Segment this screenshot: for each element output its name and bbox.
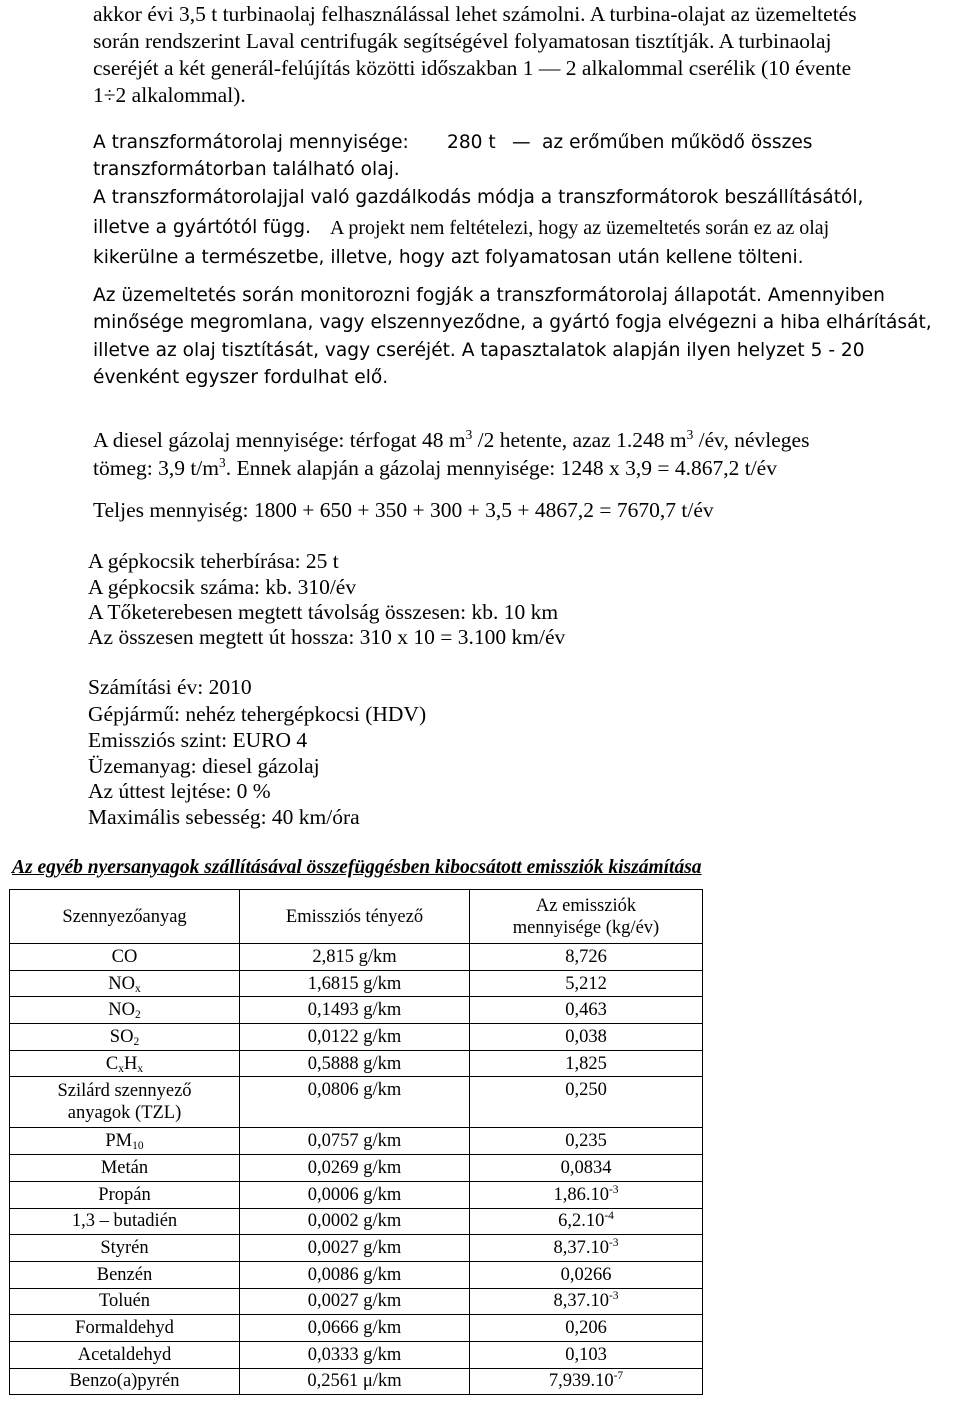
superscript: 3 — [465, 426, 473, 442]
table-row — [10, 1341, 703, 1368]
table-row — [10, 970, 703, 997]
pollutant-cell: Benzo(a)pyrén — [10, 1368, 240, 1395]
factor-cell: 0,0333 g/km — [240, 1341, 470, 1368]
paragraph-line: során rendszerint Laval centrifugák segítségével folyamatosan tisztítják. A turbinaolaj — [93, 29, 832, 53]
total-quantity-line: Teljes mennyiség: 1800 + 650 + 350 + 300 + 3,5 + 4867,2 = 7670,7 t/év — [93, 498, 714, 522]
table-row — [10, 1181, 703, 1208]
text-span: /év, névleges — [693, 428, 810, 452]
amount-cell: 0,0834 — [470, 1155, 703, 1182]
exponent: -3 — [608, 1290, 619, 1303]
pollutant-cell: Propán — [10, 1181, 240, 1208]
parameter-line: Gépjármű: nehéz tehergépkocsi (HDV) — [88, 702, 427, 726]
pollutant-cell: 1,3 – butadién — [10, 1208, 240, 1235]
amount-cell: 0,0266 — [470, 1261, 703, 1288]
paragraph-line: transzformátorban található olaj. — [93, 159, 400, 180]
diesel-line — [93, 428, 809, 452]
factor-cell: 0,0122 g/km — [240, 1024, 470, 1051]
truck-info-line: A Tőketerebesen megtett távolság összesen: kb. 10 km — [88, 600, 559, 624]
paragraph-line: cseréjét a két generál-felújítás közötti időszakban 1 — 2 alkalommal cserélik (10 évente — [93, 56, 852, 80]
factor-cell: 0,1493 g/km — [240, 997, 470, 1024]
table-title: Az egyéb nyersanyagok szállításával összefüggésben kibocsátott emissziók kiszámítása — [12, 857, 702, 878]
paragraph-line: 1÷2 alkalommal). — [93, 83, 246, 107]
cell-line: Szilárd szennyező — [57, 1081, 192, 1102]
amount-cell: 0,206 — [470, 1315, 703, 1342]
pollutant-cell: Benzén — [10, 1261, 240, 1288]
factor-cell: 0,5888 g/km — [240, 1050, 470, 1077]
formula-text: SO — [109, 1026, 134, 1047]
amount-cell — [470, 1288, 703, 1315]
table-row — [10, 1368, 703, 1395]
superscript: 3 — [219, 454, 226, 470]
pollutant-cell — [10, 970, 240, 997]
table-row — [10, 997, 703, 1024]
formula-text: NO — [108, 973, 135, 994]
truck-info-line: A gépkocsik száma: kb. 310/év — [88, 575, 357, 599]
amount-cell: 1,825 — [470, 1050, 703, 1077]
pollutant-cell: Acetaldehyd — [10, 1341, 240, 1368]
table-row — [10, 1050, 703, 1077]
pollutant-cell: Formaldehyd — [10, 1315, 240, 1342]
paragraph-line: A transzformátorolajjal való gazdálkodás módja a transzformátorok beszállításától, — [93, 187, 864, 208]
amount-text: 7,939.10 — [548, 1371, 614, 1392]
table-row — [10, 1077, 703, 1128]
table-row — [10, 944, 703, 971]
header-pollutant: Szennyezőanyag — [10, 890, 240, 944]
pollutant-cell: CO — [10, 944, 240, 971]
subscript: 2 — [133, 1035, 140, 1048]
header-line: mennyisége (kg/év) — [512, 917, 660, 938]
amount-cell: 0,038 — [470, 1024, 703, 1051]
paragraph-line: A transzformátorolaj mennyisége: — [93, 132, 409, 153]
subscript: x — [135, 982, 141, 995]
amount-cell: 0,250 — [470, 1077, 703, 1128]
paragraph-line: az erőműben működő összes — [542, 132, 813, 153]
factor-cell: 0,2561 μ/km — [240, 1368, 470, 1395]
amount-text: 1,86.10 — [553, 1184, 609, 1205]
table-row — [10, 1261, 703, 1288]
truck-info-line: Az összesen megtett út hossza: 310 x 10 = 3.100 km/év — [88, 625, 566, 649]
exponent: -3 — [608, 1236, 619, 1249]
factor-cell: 0,0757 g/km — [240, 1128, 470, 1155]
header-line: Az emissziók — [535, 895, 637, 916]
formula-text: H — [123, 1053, 138, 1074]
factor-cell: 0,0002 g/km — [240, 1208, 470, 1235]
parameter-line: Az úttest lejtése: 0 % — [88, 779, 271, 803]
parameter-line: Emissziós szint: EURO 4 — [88, 728, 308, 752]
factor-cell: 0,0027 g/km — [240, 1288, 470, 1315]
amount-cell: 8,726 — [470, 944, 703, 971]
paragraph-line: akkor évi 3,5 t turbinaolaj felhasználással lehet számolni. A turbina-olajat az üzemeltetés — [93, 2, 857, 26]
paragraph-line: Az üzemeltetés során monitorozni fogják a transzformátorolaj állapotát. Amennyiben — [93, 285, 885, 306]
truck-info-line: A gépkocsik teherbírása: 25 t — [88, 549, 339, 573]
text-span: A diesel gázolaj mennyisége: térfogat 48 m — [93, 428, 466, 452]
text-span: . Ennek alapján a gázolaj mennyisége: 1248 x 3,9 = 4.867,2 t/év — [225, 456, 777, 480]
text-span: /2 hetente, azaz 1.248 m — [472, 428, 687, 452]
amount-text: 8,37.10 — [553, 1238, 609, 1259]
formula-text: NO — [108, 1000, 135, 1021]
amount-text: 8,37.10 — [553, 1291, 609, 1312]
amount-cell — [470, 1368, 703, 1395]
factor-cell: 0,0806 g/km — [240, 1077, 470, 1128]
paragraph-line: minősége megromlana, vagy elszennyeződne, a gyártó fogja elvégezni a hiba elhárítását, — [93, 312, 932, 333]
formula-text: C — [105, 1053, 119, 1074]
table-row — [10, 1128, 703, 1155]
header-emission-amount — [470, 890, 703, 944]
paragraph-line: illetve az olaj tisztítását, vagy cseréjét. A tapasztalatok alapján ilyen helyzet 5 - 20 — [93, 340, 865, 361]
emissions-table — [9, 889, 703, 1395]
amount-cell: 0,103 — [470, 1341, 703, 1368]
paragraph-line: évenként egyszer fordulhat elő. — [93, 367, 389, 388]
text-span: tömeg: 3,9 t/m — [93, 456, 220, 480]
factor-cell: 2,815 g/km — [240, 944, 470, 971]
exponent: -7 — [613, 1370, 624, 1383]
diesel-line — [93, 456, 777, 480]
paragraph-line: kikerülne a természetbe, illetve, hogy azt folyamatosan után kellene tölteni. — [93, 247, 804, 268]
paragraph-line: A projekt nem feltételezi, hogy az üzemeltetés során ez az olaj — [330, 217, 830, 239]
factor-cell: 0,0006 g/km — [240, 1181, 470, 1208]
subscript: 2 — [135, 1009, 141, 1022]
paragraph-line: illetve a gyártótól függ. — [93, 217, 311, 238]
parameter-line: Számítási év: 2010 — [88, 675, 252, 699]
pollutant-cell: Styrén — [10, 1235, 240, 1262]
amount-cell — [470, 1181, 703, 1208]
cell-line: anyagok (TZL) — [67, 1103, 182, 1124]
pollutant-cell — [10, 1077, 240, 1128]
header-emission-factor: Emissziós tényező — [240, 890, 470, 944]
pollutant-cell — [10, 1128, 240, 1155]
amount-cell — [470, 1235, 703, 1262]
table-row — [10, 1288, 703, 1315]
factor-cell: 0,0269 g/km — [240, 1155, 470, 1182]
pollutant-cell: Toluén — [10, 1288, 240, 1315]
table-row — [10, 1024, 703, 1051]
exponent: -4 — [604, 1210, 614, 1223]
subscript: x — [137, 1062, 144, 1075]
table-row — [10, 1155, 703, 1182]
amount-cell: 0,463 — [470, 997, 703, 1024]
parameter-line: Maximális sebesség: 40 km/óra — [88, 805, 360, 829]
factor-cell: 0,0086 g/km — [240, 1261, 470, 1288]
factor-cell: 0,0666 g/km — [240, 1315, 470, 1342]
amount-cell: 5,212 — [470, 970, 703, 997]
pollutant-cell — [10, 1050, 240, 1077]
exponent: -3 — [608, 1183, 619, 1196]
pollutant-cell — [10, 997, 240, 1024]
amount-cell — [470, 1208, 703, 1235]
table-header-row — [10, 890, 703, 944]
table-row — [10, 1208, 703, 1235]
subscript: x — [118, 1062, 124, 1075]
table-row — [10, 1315, 703, 1342]
table-row — [10, 1235, 703, 1262]
subscript: 10 — [132, 1140, 144, 1153]
dash-separator: — — [512, 132, 531, 153]
amount-text: 6,2.10 — [558, 1211, 605, 1232]
transformer-oil-amount: 280 t — [447, 132, 496, 153]
pollutant-cell: Metán — [10, 1155, 240, 1182]
superscript: 3 — [686, 426, 694, 442]
factor-cell: 0,0027 g/km — [240, 1235, 470, 1262]
pollutant-cell — [10, 1024, 240, 1051]
factor-cell: 1,6815 g/km — [240, 970, 470, 997]
parameter-line: Üzemanyag: diesel gázolaj — [88, 754, 320, 778]
amount-cell: 0,235 — [470, 1128, 703, 1155]
formula-text: PM — [105, 1131, 133, 1152]
